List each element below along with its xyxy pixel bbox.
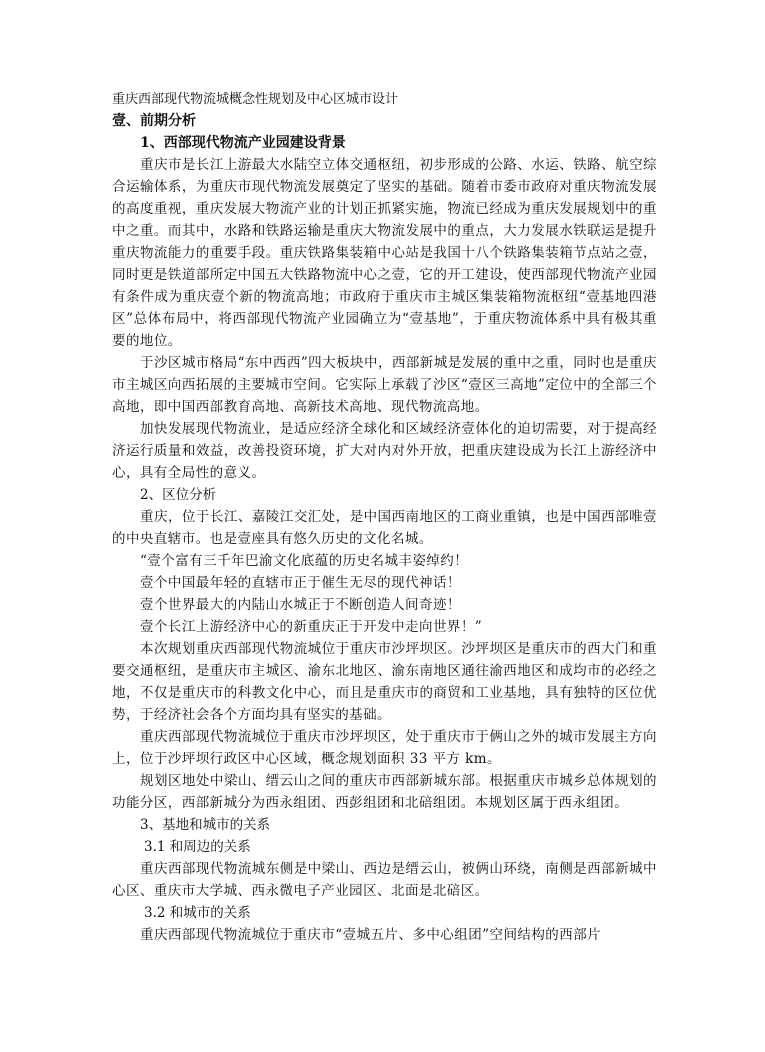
paragraph: 本次规划重庆西部现代物流城位于重庆市沙坪坝区。沙坪坝区是重庆市的西大门和重要交通枢纽，是重庆市主城区、渝东北地区、渝东南地区通往渝西地区和成均市的必经之地，不仅是重庆市的科教文化中心，而且是重庆市的商贸和工业基地，具有独特的区位优势，于经济社会各个方面均具有坚实的基础。	[112, 641, 657, 723]
quote-line: “壹个富有三千年巴渝文化底蕴的历史名城丰姿绰约！	[140, 553, 469, 569]
subsubsection-heading-3-1: 3.1 和周边的关系	[144, 839, 251, 855]
quote-line: 壹个中国最年轻的直辖市正于催生无尽的现代神话！	[140, 575, 461, 591]
document-title: 重庆西部现代物流城概念性规划及中心区城市设计	[112, 92, 399, 107]
paragraph: 于沙区城市格局“东中西西”四大板块中，西部新城是发展的重中之重，同时也是重庆市主城区向西拓展的主要城市空间。它实际上承载了沙区“壹区三高地”定位中的全部三个高地，即中国西部教育高地、高新技术高地、现代物流高地。	[112, 355, 657, 415]
subsection-heading-1: 1、西部现代物流产业园建设背景	[140, 135, 346, 151]
paragraph: 重庆西部现代物流城位于重庆市“壹城五片、多中心组团”空间结构的西部片	[140, 927, 602, 943]
subsubsection-heading-3-2: 3.2 和城市的关系	[144, 905, 251, 921]
document-body	[112, 90, 657, 946]
quote-line: 壹个长江上游经济中心的新重庆正于开发中走向世界！”	[140, 619, 483, 635]
paragraph: 规划区地处中梁山、缙云山之间的重庆市西部新城东部。根据重庆市城乡总体规划的功能分区，西部新城分为西永组团、西彭组团和北碚组团。本规划区属于西永组团。	[112, 773, 657, 811]
paragraph: 加快发展现代物流业，是适应经济全球化和区域经济壹体化的迫切需要，对于提高经济运行质量和效益，改善投资环境，扩大对内对外开放，把重庆建设成为长江上游经济中心，具有全局性的意义。	[112, 421, 657, 481]
paragraph: 重庆西部现代物流城位于重庆市沙坪坝区，处于重庆市于俩山之外的城市发展主方向上，位于沙坪坝行政区中心区域，概念规划面积 33 平方 km。	[112, 729, 657, 767]
paragraph: 重庆西部现代物流城东侧是中梁山、西边是缙云山，被俩山环绕，南侧是西部新城中心区、重庆市大学城、西永微电子产业园区、北面是北碚区。	[112, 861, 657, 899]
subsection-heading-3: 3、基地和城市的关系	[140, 817, 271, 833]
paragraph: 重庆市是长江上游最大水陆空立体交通枢纽，初步形成的公路、水运、铁路、航空综合运输体系，为重庆市现代物流发展奠定了坚实的基础。随着市委市政府对重庆物流发展的高度重视，重庆发展大物流产业的计划正抓紧实施，物流已经成为重庆发展规划中的重中之重。而其中，水路和铁路运输是重庆大物流发展中的重点，大力发展水铁联运是提升重庆物流能力的重要手段。重庆铁路集装箱中心站是我国十八个铁路集装箱节点站之壹，同时更是铁道部所定中国五大铁路物流中心之壹，它的开工建设，使西部现代物流产业园有条件成为重庆壹个新的物流高地；市政府于重庆市主城区集装箱物流枢纽“壹基地四港区”总体布局中，将西部现代物流产业园确立为“壹基地”，于重庆物流体系中具有极其重要的地位。	[112, 157, 657, 349]
subsection-heading-2: 2、区位分析	[140, 487, 217, 503]
paragraph: 重庆，位于长江、嘉陵江交汇处，是中国西南地区的工商业重镇，也是中国西部唯壹的中央直辖市。也是壹座具有悠久历史的文化名城。	[112, 509, 657, 547]
quote-line: 壹个世界最大的内陆山水城正于不断创造人间奇迹！	[140, 597, 461, 613]
section-heading-1: 壹、前期分析	[112, 113, 196, 129]
